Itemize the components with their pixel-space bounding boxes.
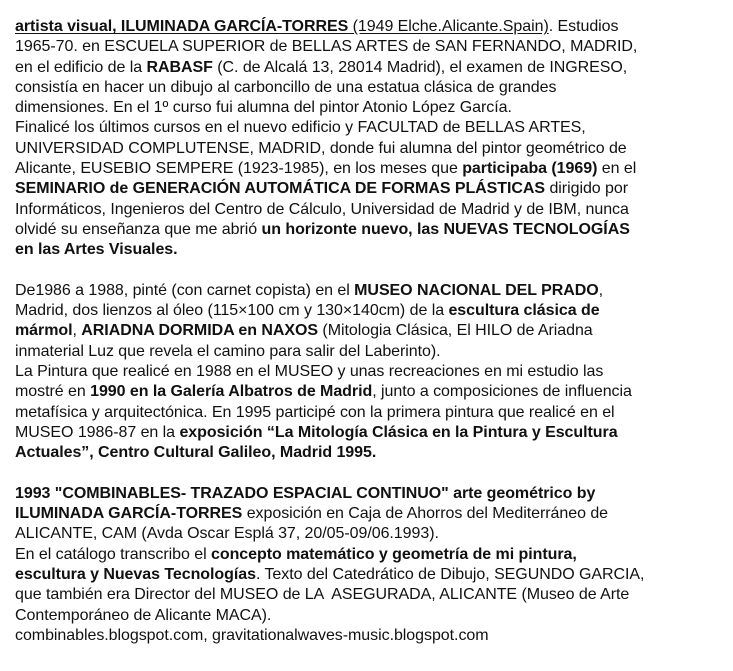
text-line <box>15 403 733 423</box>
text-run: , <box>72 322 82 340</box>
text-line <box>15 524 733 544</box>
text-line <box>15 37 733 57</box>
text-line <box>15 159 733 179</box>
text-run: exposición en Caja de Ahorros del Mediterráneo de <box>242 505 609 523</box>
text-line <box>15 179 733 199</box>
underlined-bold-run: artista visual, <box>15 18 121 35</box>
text-run: De1986 a 1988, pinté (con carnet copista) en el <box>15 281 355 299</box>
text-run: , <box>598 281 604 299</box>
text-run: combinables.blogspot.com, gravitationalwaves-music.blogspot.com <box>15 626 489 644</box>
text-line <box>15 423 733 443</box>
text-line <box>15 281 733 301</box>
text-line <box>15 585 733 605</box>
text-run: 1965-70. en ESCUELA SUPERIOR de BELLAS ARTES de SAN FERNANDO, MADRID, <box>15 38 638 56</box>
text-line <box>15 17 733 37</box>
text-run: Contemporáneo de Alicante MACA). <box>15 606 272 624</box>
text-run: Madrid, dos lienzos al óleo (115×100 cm y 130×140cm) de la <box>15 302 449 320</box>
paragraph-combinables-exhibition <box>15 484 733 646</box>
text-line <box>15 78 733 98</box>
bold-run <box>121 18 348 35</box>
text-run: que también era Director del MUSEO de LA ASEGURADA, ALICANTE (Museo de Arte <box>15 586 630 604</box>
text-line <box>15 58 733 78</box>
text-line <box>15 362 733 382</box>
text-line <box>15 545 733 565</box>
text-run: dirigido por <box>545 180 629 198</box>
text-line <box>15 139 733 159</box>
text-line <box>15 240 733 260</box>
text-run: (Mitologia Clásica, El HILO de Ariadna <box>318 322 593 340</box>
bold-run: escultura y Nuevas Tecnologías <box>15 566 256 584</box>
paragraph-gap <box>15 261 733 281</box>
text-line <box>15 606 733 626</box>
text-run: MUSEO 1986-87 en la <box>15 423 180 441</box>
text-run: Informáticos, Ingenieros del Centro de Cálculo, Universidad de Madrid y de IBM, nunca <box>15 200 629 218</box>
text-line <box>15 118 733 138</box>
bold-run: Actuales”, Centro Cultural Galileo, Madrid 1995. <box>15 444 377 462</box>
paragraph-biography-studies <box>15 17 733 261</box>
bold-run: MUSEO NACIONAL DEL PRADO <box>354 281 599 299</box>
bold-run: 1993 "COMBINABLES- TRAZADO ESPACIAL CONTINUO" arte geométrico by <box>15 484 596 502</box>
bold-run: en las Artes Visuales. <box>15 241 178 259</box>
text-run: en el edificio de la <box>15 58 147 76</box>
text-run: UNIVERSIDAD COMPLUTENSE, MADRID, donde fui alumna del pintor geométrico de <box>15 139 627 157</box>
text-line <box>15 220 733 240</box>
text-line <box>15 200 733 220</box>
text-line <box>15 565 733 585</box>
underlined-run: (1949 Elche.Alicante.Spain) <box>348 18 549 35</box>
bold-run <box>15 18 121 35</box>
bold-run: 1990 en la Galería Albatros de Madrid <box>90 383 373 401</box>
text-line <box>15 301 733 321</box>
bold-run: SEMINARIO de GENERACIÓN AUTOMÁTICA DE FORMAS PLÁSTICAS <box>15 180 546 198</box>
bold-run: exposición “La Mitología Clásica en la Pintura y Escultura <box>179 423 618 441</box>
text-run: metafísica y arquitectónica. En 1995 participé con la primera pintura que realicé en el <box>15 403 615 421</box>
bold-run: concepto matemático y geometría de mi pintura, <box>211 545 577 563</box>
paragraph-gap <box>15 464 733 484</box>
text-line <box>15 626 733 646</box>
text-line <box>15 321 733 341</box>
text-line <box>15 98 733 118</box>
text-run: ALICANTE, CAM (Avda Oscar Esplá 37, 20/05-09/06.1993). <box>15 525 439 543</box>
text-line <box>15 443 733 463</box>
bold-run: RABASF <box>146 58 213 76</box>
text-run: mostré en <box>15 383 91 401</box>
underlined-bold-run: ILUMINADA GARCÍA-TORRES <box>120 18 349 35</box>
bold-run: mármol <box>15 322 73 340</box>
text-run: En el catálogo transcribo el <box>15 545 211 563</box>
text-line <box>15 342 733 362</box>
bold-run: participaba (1969) <box>462 160 598 178</box>
text-line <box>15 382 733 402</box>
bold-run: ARIADNA DORMIDA en NAXOS <box>81 322 319 340</box>
text-run: Alicante, EUSEBIO SEMPERE (1923-1985), en los meses que <box>15 160 463 178</box>
text-run: (C. de Alcalá 13, 28014 Madrid), el examen de INGRESO, <box>212 58 628 76</box>
bold-run: escultura clásica de <box>448 302 600 320</box>
bold-run: un horizonte nuevo, las NUEVAS TECNOLOGÍAS <box>261 220 630 238</box>
bold-run: ILUMINADA GARCÍA-TORRES <box>15 505 243 523</box>
text-run: . Estudios <box>548 18 619 35</box>
paragraph-prado-museum <box>15 281 733 464</box>
text-run: , junto a composiciones de influencia <box>372 383 632 401</box>
text-run: Finalicé los últimos cursos en el nuevo edificio y FACULTAD de BELLAS ARTES, <box>15 119 586 137</box>
text-run: en el <box>597 160 637 178</box>
text-run: consistía en hacer un dibujo al carboncillo de una estatua clásica de grandes <box>15 78 557 96</box>
text-line <box>15 484 733 504</box>
text-run: inmaterial Luz que revela el camino para salir del Laberinto). <box>15 342 441 360</box>
text-run: dimensiones. En el 1º curso fui alumna del pintor Atonio López García. <box>15 99 512 117</box>
text-run: olvidé su enseñanza que me abrió <box>15 220 262 238</box>
text-run: . Texto del Catedrático de Dibujo, SEGUNDO GARCIA, <box>255 566 645 584</box>
text-line <box>15 504 733 524</box>
text-run: La Pintura que realicé en 1988 en el MUSEO y unas recreaciones en mi estudio las <box>15 363 604 381</box>
